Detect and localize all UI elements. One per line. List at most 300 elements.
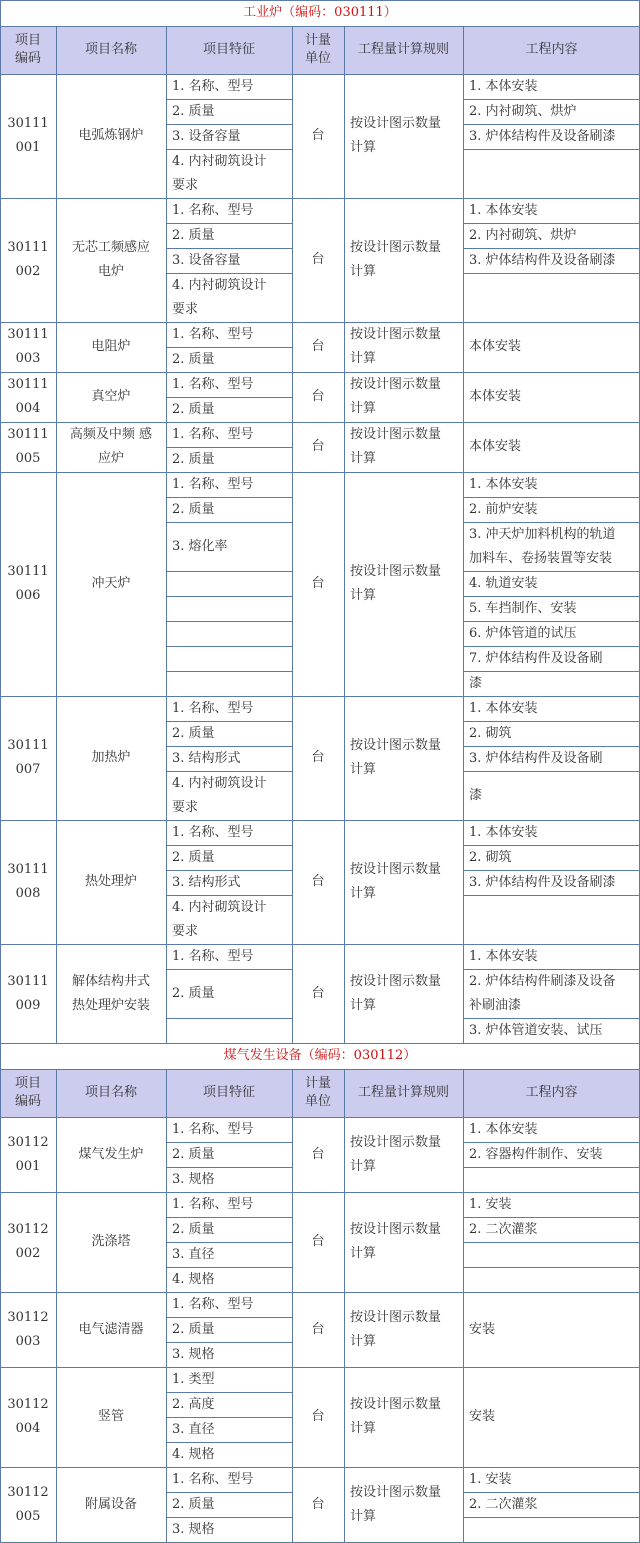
grid-line-v [463, 1467, 464, 1542]
feature-item [166, 223, 292, 248]
content-item [463, 571, 640, 596]
header-unit: 计量 单位 [304, 1076, 331, 1109]
content-item-text: 3. 炉体管道安装、试压 [469, 1022, 603, 1038]
grid-line-v [166, 26, 167, 74]
item-rule-text: 按设计图示数量 计算 [350, 1309, 442, 1349]
feature-item [166, 1018, 292, 1043]
feature-item [166, 1117, 292, 1142]
item-name [56, 422, 166, 472]
content-item [463, 944, 640, 969]
grid-line-v [463, 696, 464, 820]
feature-item [166, 696, 292, 721]
content-item [463, 1192, 640, 1217]
grid-line-v [0, 820, 1, 944]
feature-item-text: 3. 结构形式 [172, 750, 241, 766]
item-unit-text: 台 [311, 750, 325, 765]
grid-line-v [166, 1292, 167, 1367]
content-item-text: 漆 [469, 787, 483, 803]
feature-item [166, 1317, 292, 1342]
item-rule-text: 按设计图示数量 计算 [350, 427, 442, 466]
item-rule-text: 按设计图示数量 计算 [350, 862, 442, 901]
item-rule-text: 按设计图示数量 计算 [350, 327, 442, 366]
grid-line-v [56, 1467, 57, 1542]
content-item-text: 1. 本体安装 [469, 824, 538, 840]
feature-item [166, 522, 292, 571]
grid-line-v [166, 372, 167, 422]
content-item-text: 1. 安装 [469, 1471, 512, 1487]
grid-line-v [56, 1292, 57, 1367]
grid-line-v [56, 198, 57, 322]
content-item-text: 3. 炉体结构件及设备刷漆 [469, 252, 616, 268]
feature-item [166, 1417, 292, 1442]
content-item [463, 1367, 640, 1467]
grid-line-v [0, 198, 1, 322]
feature-item [166, 1492, 292, 1517]
item-rule [344, 820, 463, 944]
content-item-text: 2. 砌筑 [469, 849, 512, 865]
content-item [463, 322, 640, 372]
feature-item [166, 1192, 292, 1217]
item-name [56, 472, 166, 696]
feature-item [166, 74, 292, 99]
item-unit-text: 台 [311, 1321, 325, 1337]
item-code-text: 30111 009 [7, 973, 49, 1013]
feature-item [166, 447, 292, 472]
content-item [463, 1142, 640, 1167]
feature-item-text: 3. 规格 [172, 1521, 215, 1537]
feature-item-text: 3. 设备容量 [172, 128, 241, 144]
item-rule [344, 1292, 463, 1367]
grid-line-v [292, 74, 293, 198]
feature-item-text: 2. 质量 [172, 501, 215, 517]
feature-item-text: 3. 直径 [172, 1421, 215, 1437]
content-item [463, 74, 640, 99]
grid-line-v [344, 696, 345, 820]
content-item-text: 2. 前炉安装 [469, 501, 538, 517]
content-item [463, 1217, 640, 1242]
feature-item [166, 1167, 292, 1192]
feature-item-text: 1. 类型 [172, 1371, 215, 1387]
feature-item [166, 721, 292, 746]
item-name [56, 1192, 166, 1292]
feature-item [166, 1517, 292, 1542]
grid-line-v [463, 322, 464, 372]
content-item [463, 646, 640, 671]
item-rule-text: 按设计图示数量 计算 [350, 738, 442, 777]
feature-item-text: 2. 质量 [172, 1496, 215, 1512]
section-title: 煤气发生设备（编码：030112） [223, 1048, 417, 1063]
content-item-text: 2. 炉体结构件刷漆及设备 补刷油漆 [469, 973, 616, 1013]
grid-line-v [344, 1117, 345, 1192]
feature-item [166, 646, 292, 671]
content-item-text: 1. 本体安装 [469, 202, 538, 218]
item-rule-text: 按设计图示数量 计算 [350, 973, 442, 1013]
feature-item-text: 3. 规格 [172, 1346, 215, 1362]
item-code-text: 30111 007 [7, 738, 49, 777]
item-rule [344, 1467, 463, 1542]
grid-line-v [0, 74, 1, 198]
feature-item [166, 1342, 292, 1367]
content-item-text: 安装 [469, 1321, 496, 1337]
content-item-text: 1. 本体安装 [469, 948, 538, 964]
content-item-text: 5. 车挡制作、安装 [469, 600, 577, 616]
feature-item [166, 99, 292, 124]
item-name-text: 真空炉 [91, 389, 131, 404]
feature-item [166, 248, 292, 273]
item-code-text: 30111 003 [7, 327, 49, 366]
feature-item-text: 3. 结构形式 [172, 874, 241, 890]
item-code-text: 30111 006 [7, 564, 49, 603]
content-item-text: 2. 二次灌浆 [469, 1496, 538, 1512]
item-name-text: 煤气发生炉 [78, 1146, 144, 1162]
feature-item [166, 322, 292, 347]
grid-line-v [463, 1292, 464, 1367]
grid-line-v [56, 472, 57, 696]
content-item-text: 本体安装 [469, 339, 522, 354]
content-item [463, 1117, 640, 1142]
content-item [463, 273, 640, 322]
content-item-text: 2. 内衬砌筑、烘炉 [469, 103, 577, 119]
content-item-text: 1. 安装 [469, 1196, 512, 1212]
item-unit [292, 472, 344, 696]
feature-item-text: 2. 质量 [172, 103, 215, 119]
feature-item-text: 2. 质量 [172, 849, 215, 865]
content-item [463, 198, 640, 223]
grid-line-v [344, 26, 345, 74]
content-item-text: 1. 本体安装 [469, 1121, 538, 1137]
item-code-text: 30112 002 [7, 1222, 49, 1261]
feature-item [166, 596, 292, 621]
grid-line-v [0, 322, 1, 372]
item-code-text: 30112 003 [7, 1309, 49, 1349]
grid-line-v [56, 26, 57, 74]
item-code-text: 30111 001 [7, 116, 49, 155]
feature-item-text: 1. 名称、型号 [172, 700, 254, 716]
feature-item-text: 2. 质量 [172, 227, 215, 243]
feature-item [166, 1292, 292, 1317]
item-name [56, 1292, 166, 1367]
grid-line-v [292, 944, 293, 1043]
item-unit [292, 820, 344, 944]
grid-line-v [0, 472, 1, 696]
item-code-text: 30112 004 [7, 1397, 49, 1436]
grid-line-v [292, 198, 293, 322]
item-code [0, 1292, 56, 1367]
item-code [0, 198, 56, 322]
content-item [463, 472, 640, 497]
grid-line-h [0, 1043, 640, 1044]
grid-line-v [344, 372, 345, 422]
header-features: 项目特征 [202, 1085, 255, 1100]
item-unit [292, 1367, 344, 1467]
content-item [463, 99, 640, 124]
feature-item [166, 870, 292, 895]
item-name-text: 热处理炉 [84, 874, 137, 889]
item-name-text: 洗涤塔 [91, 1234, 131, 1249]
content-item-text: 6. 炉体管道的试压 [469, 625, 577, 641]
grid-line-v [463, 1117, 464, 1192]
grid-line-v [292, 820, 293, 944]
grid-line-v [56, 1367, 57, 1467]
grid-line-v [463, 74, 464, 198]
item-code [0, 696, 56, 820]
item-unit [292, 944, 344, 1043]
item-unit [292, 1467, 344, 1542]
grid-line-v [56, 944, 57, 1043]
grid-line-v [56, 422, 57, 472]
item-rule [344, 1367, 463, 1467]
header-rule: 工程量计算规则 [357, 42, 449, 57]
grid-line-v [292, 372, 293, 422]
feature-item [166, 944, 292, 969]
feature-item-text: 2. 质量 [172, 351, 215, 367]
item-name-text: 无芯工频感应 电炉 [71, 240, 150, 279]
item-rule-text: 按设计图示数量 计算 [350, 1484, 442, 1524]
content-item-text: 1. 本体安装 [469, 476, 538, 492]
item-rule [344, 198, 463, 322]
feature-item-text: 1. 名称、型号 [172, 1121, 254, 1137]
grid-line-v [166, 322, 167, 372]
feature-item-text: 1. 名称、型号 [172, 376, 254, 392]
grid-line-v [344, 1069, 345, 1117]
content-item-text: 2. 容器构件制作、安装 [469, 1146, 603, 1162]
header-code: 项目 编码 [14, 1076, 41, 1109]
header-name: 项目名称 [84, 1085, 137, 1100]
feature-item [166, 397, 292, 422]
feature-item-text: 2. 质量 [172, 1221, 215, 1237]
item-unit-text: 台 [311, 874, 325, 889]
grid-line-v [344, 1292, 345, 1367]
feature-item-text: 1. 名称、型号 [172, 1196, 254, 1212]
grid-line-v [166, 198, 167, 322]
feature-item-text: 4. 内衬砌筑设计 要求 [172, 153, 267, 193]
feature-item [166, 1392, 292, 1417]
feature-item [166, 571, 292, 596]
grid-line-v [166, 1467, 167, 1542]
item-code [0, 820, 56, 944]
feature-item [166, 771, 292, 820]
feature-item-text: 3. 直径 [172, 1246, 215, 1262]
grid-line-v [292, 1367, 293, 1467]
content-item-text: 本体安装 [469, 439, 522, 454]
content-item-text: 3. 炉体结构件及设备刷 [469, 750, 603, 766]
item-rule-text: 按设计图示数量 计算 [350, 564, 442, 603]
content-item [463, 820, 640, 845]
content-item-text: 1. 本体安装 [469, 78, 538, 94]
item-code-text: 30111 008 [7, 862, 49, 901]
feature-item [166, 472, 292, 497]
grid-line-v [292, 1069, 293, 1117]
feature-item [166, 671, 292, 696]
item-unit-text: 台 [311, 389, 325, 404]
item-code [0, 1192, 56, 1292]
feature-item [166, 422, 292, 447]
item-code [0, 74, 56, 198]
grid-line-v [0, 944, 1, 1043]
item-rule [344, 1117, 463, 1192]
item-rule-text: 按设计图示数量 计算 [350, 1134, 442, 1174]
feature-item-text: 1. 名称、型号 [172, 426, 254, 442]
content-item [463, 596, 640, 621]
section-title: 工业炉（编码：030111） [243, 5, 397, 20]
grid-line-v [166, 1192, 167, 1292]
grid-line-v [56, 372, 57, 422]
content-item-text: 漆 [469, 675, 483, 691]
feature-item [166, 149, 292, 198]
item-name-text: 竖管 [97, 1409, 124, 1424]
grid-line-v [0, 1192, 1, 1292]
feature-item-text: 1. 名称、型号 [172, 326, 254, 342]
item-unit [292, 372, 344, 422]
grid-line-v [0, 1069, 1, 1117]
feature-item-text: 3. 规格 [172, 1171, 215, 1187]
item-name [56, 198, 166, 322]
item-unit [292, 322, 344, 372]
feature-item [166, 621, 292, 646]
item-rule-text: 按设计图示数量 计算 [350, 1397, 442, 1436]
content-item [463, 124, 640, 149]
feature-item-text: 2. 质量 [172, 725, 215, 741]
feature-item-text: 1. 名称、型号 [172, 1296, 254, 1312]
content-item [463, 149, 640, 198]
content-item [463, 1292, 640, 1367]
feature-item-text: 4. 规格 [172, 1271, 215, 1287]
item-name [56, 1367, 166, 1467]
grid-line-v [292, 1292, 293, 1367]
item-code [0, 372, 56, 422]
item-rule [344, 1192, 463, 1292]
item-unit-text: 台 [311, 1409, 325, 1424]
header-rule: 工程量计算规则 [357, 1085, 449, 1100]
feature-item [166, 1267, 292, 1292]
feature-item-text: 4. 内衬砌筑设计 要求 [172, 775, 267, 815]
grid-line-v [292, 472, 293, 696]
item-code-text: 30111 004 [7, 377, 49, 416]
feature-item [166, 969, 292, 1018]
grid-line-v [463, 1069, 464, 1117]
feature-item [166, 746, 292, 771]
item-code-text: 30111 005 [7, 427, 49, 466]
item-unit-text: 台 [311, 1234, 325, 1249]
item-rule [344, 696, 463, 820]
grid-line-v [56, 1117, 57, 1192]
content-item-text: 本体安装 [469, 389, 522, 404]
grid-line-v [344, 944, 345, 1043]
content-item [463, 771, 640, 820]
header-row [0, 26, 640, 74]
feature-item-text: 4. 规格 [172, 1446, 215, 1462]
grid-line-v [0, 1467, 1, 1542]
grid-line-h [0, 26, 640, 27]
item-name-text: 电弧炼钢炉 [78, 128, 144, 143]
content-item-text: 3. 炉体结构件及设备刷漆 [469, 128, 616, 144]
item-rule [344, 322, 463, 372]
item-rule [344, 944, 463, 1043]
item-name-text: 解体结构井式 热处理炉安装 [71, 973, 150, 1013]
content-item [463, 372, 640, 422]
item-unit [292, 1192, 344, 1292]
header-row [0, 1069, 640, 1117]
grid-line-v [166, 696, 167, 820]
feature-item-text: 1. 名称、型号 [172, 202, 254, 218]
item-unit-text: 台 [311, 1496, 325, 1512]
content-item [463, 621, 640, 646]
item-rule [344, 472, 463, 696]
item-rule [344, 74, 463, 198]
grid-line-v [0, 0, 1, 26]
grid-line-v [344, 74, 345, 198]
feature-item-text: 4. 内衬砌筑设计 要求 [172, 277, 267, 317]
feature-item-text: 4. 内衬砌筑设计 要求 [172, 899, 267, 939]
feature-item [166, 1467, 292, 1492]
grid-line-v [166, 1069, 167, 1117]
feature-item [166, 1142, 292, 1167]
content-item-text: 2. 二次灌浆 [469, 1221, 538, 1237]
feature-item-text: 2. 质量 [172, 1321, 215, 1337]
item-unit [292, 1292, 344, 1367]
grid-line-v [463, 422, 464, 472]
item-name-text: 加热炉 [91, 750, 131, 765]
grid-line-v [56, 1069, 57, 1117]
grid-line-v [292, 422, 293, 472]
item-name [56, 372, 166, 422]
content-item [463, 870, 640, 895]
content-item [463, 223, 640, 248]
grid-line-v [166, 74, 167, 198]
feature-item-text: 1. 名称、型号 [172, 948, 254, 964]
content-item [463, 671, 640, 696]
item-unit-text: 台 [311, 985, 325, 1001]
feature-item [166, 198, 292, 223]
grid-line-v [463, 820, 464, 944]
grid-line-v [56, 74, 57, 198]
feature-item [166, 273, 292, 322]
feature-item-text: 2. 质量 [172, 451, 215, 467]
feature-item [166, 1242, 292, 1267]
feature-item-text: 1. 名称、型号 [172, 476, 254, 492]
feature-item-text: 2. 高度 [172, 1396, 215, 1412]
item-rule-text: 按设计图示数量 计算 [350, 1222, 442, 1261]
item-name [56, 944, 166, 1043]
item-unit [292, 422, 344, 472]
grid-line-v [463, 944, 464, 1043]
header-code: 项目 编码 [14, 33, 41, 66]
item-unit [292, 1117, 344, 1192]
grid-line-v [166, 422, 167, 472]
item-unit-text: 台 [311, 439, 325, 454]
item-name-text: 高频及中频 感 应炉 [69, 427, 153, 466]
grid-line-v [56, 322, 57, 372]
grid-line-v [292, 1467, 293, 1542]
feature-item-text: 2. 质量 [172, 401, 215, 417]
content-item [463, 845, 640, 870]
content-item-text: 4. 轨道安装 [469, 575, 538, 591]
header-name: 项目名称 [84, 42, 137, 57]
feature-item-text: 2. 质量 [172, 985, 215, 1001]
item-name [56, 820, 166, 944]
grid-line-v [344, 422, 345, 472]
item-rule [344, 422, 463, 472]
feature-item [166, 1367, 292, 1392]
grid-line-v [166, 472, 167, 696]
grid-line-v [166, 944, 167, 1043]
content-item-text: 3. 冲天炉加料机构的轨道 加料车、卷扬装置等安装 [469, 526, 616, 566]
grid-line-v [344, 1367, 345, 1467]
content-item [463, 1267, 640, 1292]
item-code [0, 472, 56, 696]
grid-line-v [344, 472, 345, 696]
grid-line-v [56, 820, 57, 944]
